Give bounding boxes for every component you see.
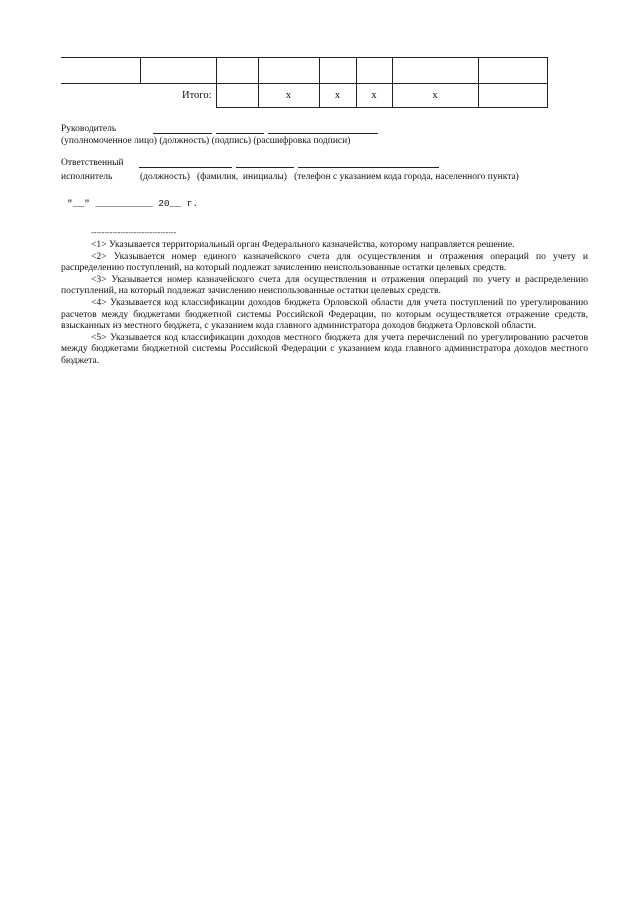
exec-position-line (139, 167, 232, 168)
total-label: Итого: (140, 84, 216, 108)
total-row (61, 84, 547, 108)
table-cell (478, 58, 547, 84)
total-cell (478, 84, 547, 108)
signature-line (216, 133, 264, 134)
footnote-separator: -------------------------------- (91, 228, 177, 237)
table-cell (140, 58, 216, 84)
total-cell (216, 84, 258, 108)
footnote-item: <2> Указывается номер единого казначейского счета для осуществления и отражения операций по учету и распределению поступлений, на который подлежат зачислению неиспользованные остатки целевых средств. (61, 250, 588, 274)
position-line (153, 133, 212, 134)
head-captions: (уполномоченное лицо) (должность) (подпись) (расшифровка подписи) (61, 136, 351, 146)
table-row (61, 58, 547, 84)
footnote-item: <3> Указывается номер казначейского счета для осуществления и отражения операций по учету и распределению поступлений, на который подлежат зачислению неиспользованные остатки целевых средств. (61, 273, 588, 297)
executor-label-2: исполнитель (61, 172, 113, 182)
executor-label-1: Ответственный (61, 158, 124, 168)
exec-name-line (236, 167, 294, 168)
table-cell (258, 58, 319, 84)
name-line (268, 133, 378, 134)
table-cell (61, 58, 140, 84)
footnote-item: <5> Указывается код классификации доходов местного бюджета для учета перечислений по урегулированию расчетов между бюджетами бюджетной системы Российской Федерации с указанием кода главного администратора доходов местного бюджета. (61, 331, 588, 366)
table-cell (319, 58, 356, 84)
table-cell (61, 84, 140, 108)
total-cell: x (392, 84, 478, 108)
table-cell (392, 58, 478, 84)
footnote-item: <4> Указывается код классификации доходов бюджета Орловской области для учета поступлений по урегулированию расчетов между бюджетами бюджетной системы Российской Федерации, по которым осуществляется отражение средств, взысканных из местного бюджета, с указанием кода главного администратора доходов бюджета Орловской области. (61, 296, 588, 332)
footnotes (61, 239, 588, 367)
total-cell: x (356, 84, 392, 108)
total-cell: x (258, 84, 319, 108)
head-label: Руководитель (61, 124, 117, 134)
date-line: "__" __________ 20__ г. (67, 198, 199, 209)
total-cell: x (319, 84, 356, 108)
executor-captions: (должность) (фамилия, инициалы) (телефон с указанием кода города, населенного пункта) (140, 172, 519, 182)
summary-table (61, 57, 548, 108)
table-cell (216, 58, 258, 84)
footnote-item: <1> Указывается территориальный орган Федерального казначейства, которому направляется решение. (91, 239, 515, 250)
table-cell (356, 58, 392, 84)
exec-phone-line (298, 167, 439, 168)
